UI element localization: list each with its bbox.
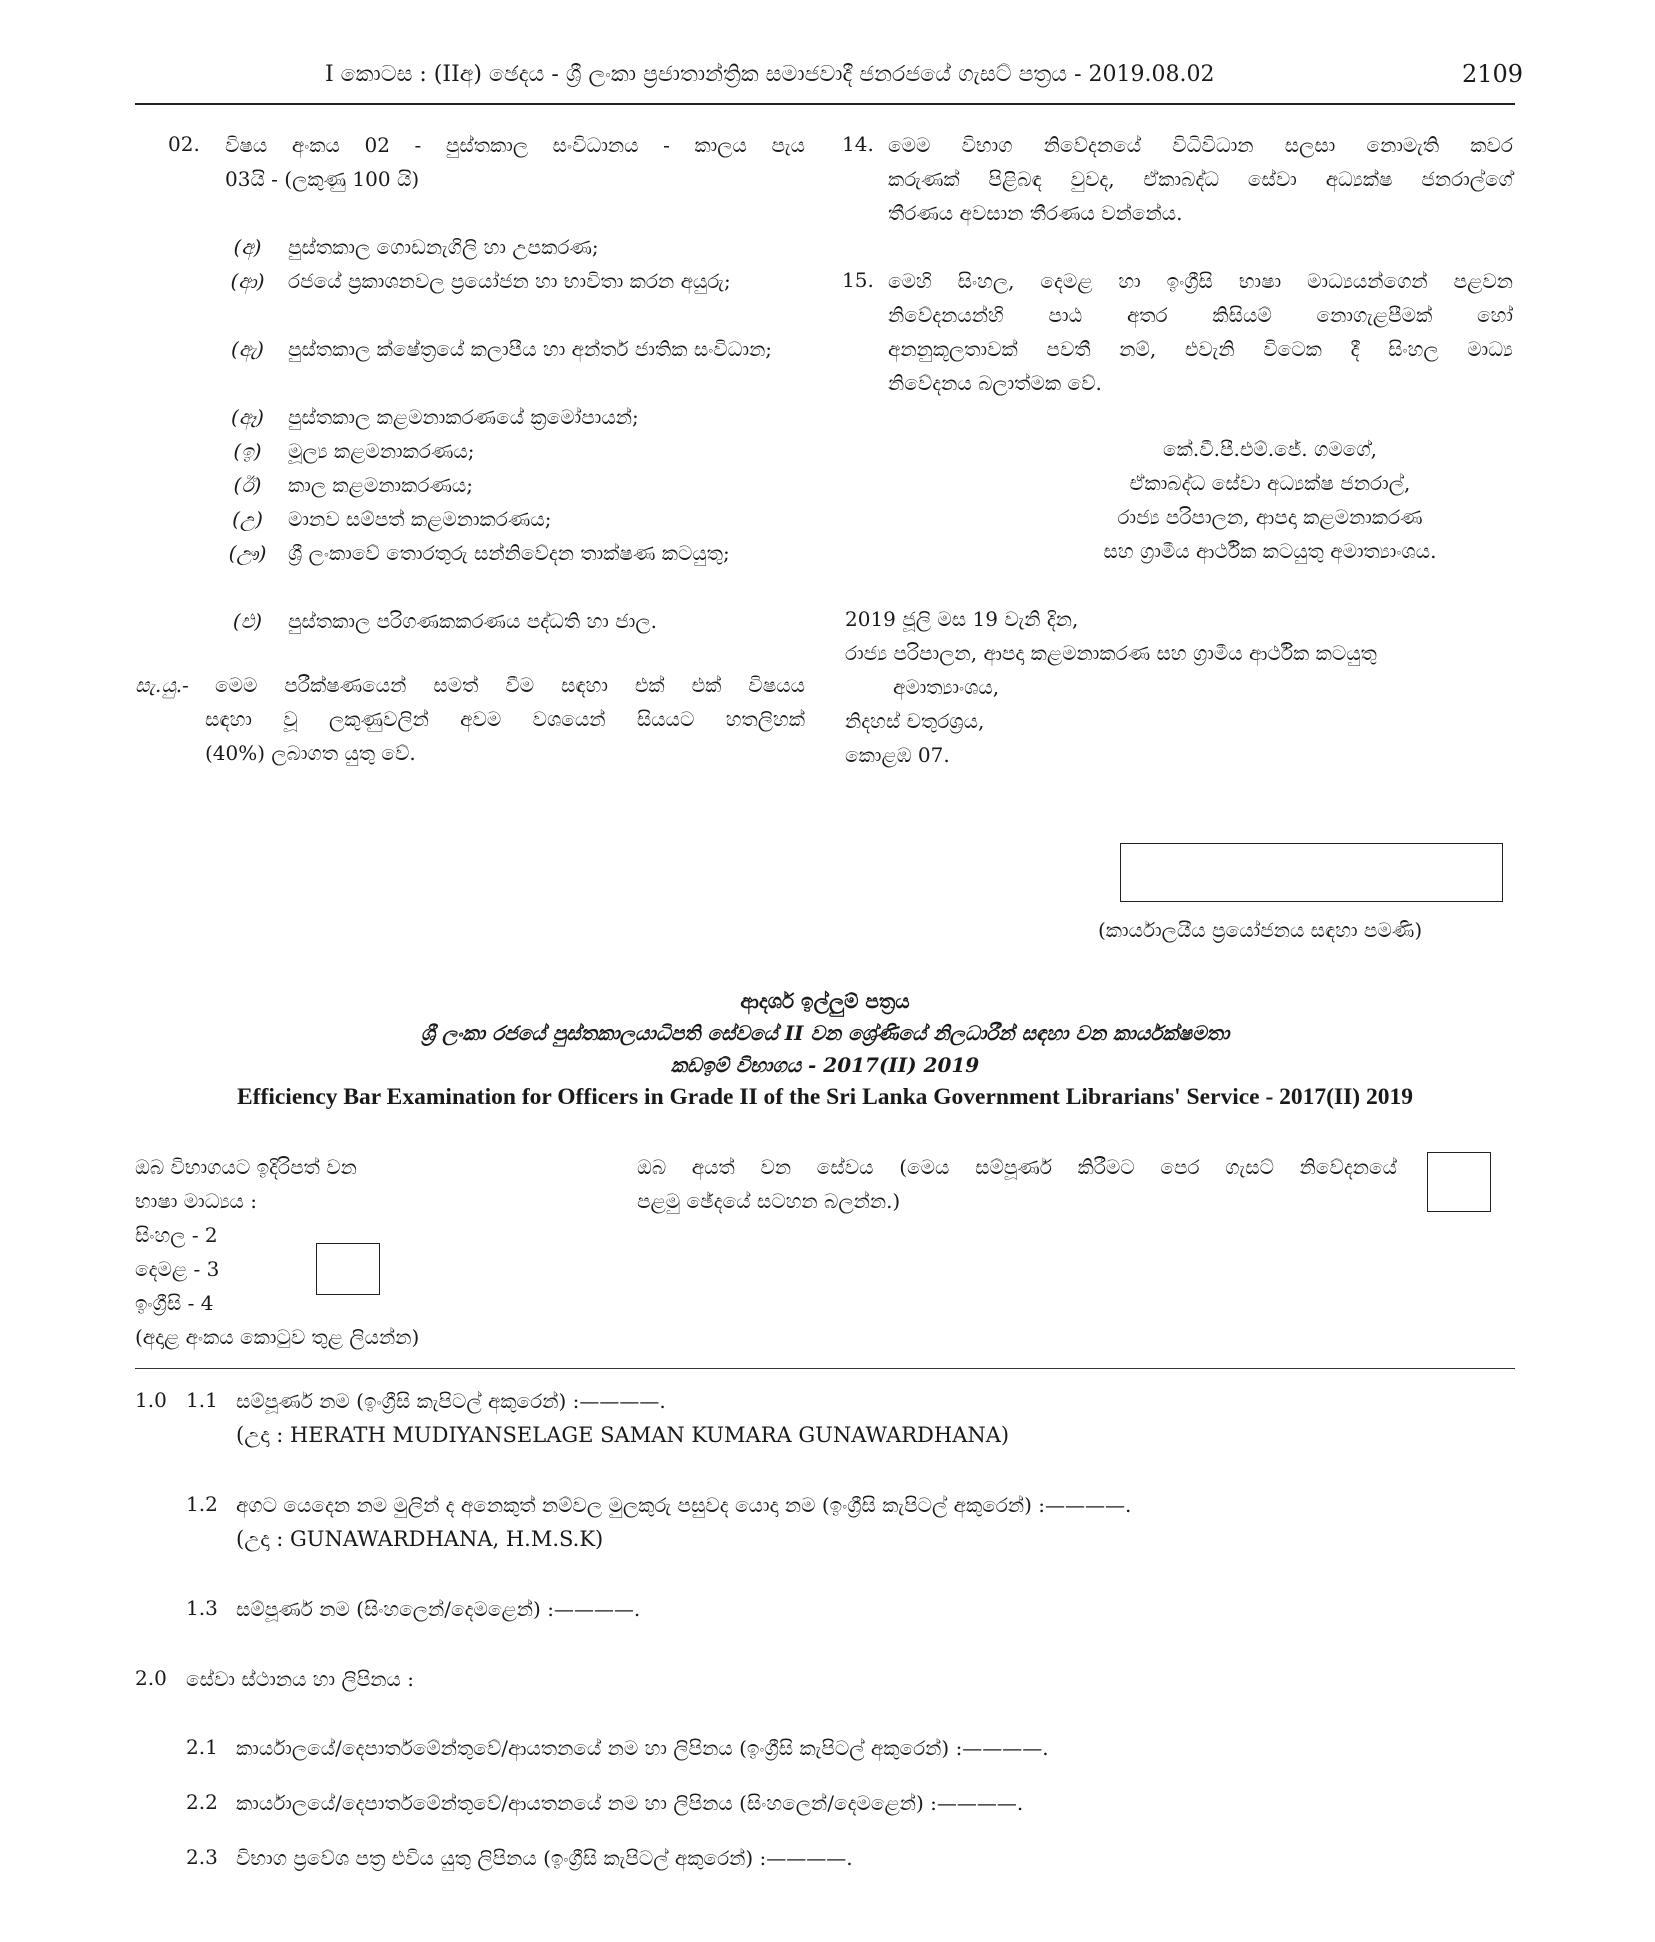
medium-option-english: ඉංග්‍රීසි - 4 — [135, 1291, 214, 1315]
service-line-2: පළමු ඡේදයේ සටහන බලන්න.) — [637, 1189, 901, 1213]
gazette-header-title: I කොටස : (IIඅ) ඡෙදය - ශ්‍රී ලංකා ප්‍රජාතාන්ත්‍රික සමාජවාදී ජනරජයේ ගැසට් පත්‍රය - 2019.08.02 — [325, 62, 1215, 87]
list-item-text: පුස්තකාල ක්ෂේත්‍රයේ කලාපීය හා අන්තර් ජාතික සංවිධාන; — [288, 337, 773, 361]
signatory-name: කේ.වී.පී.එම්.ජේ. ගමගේ, — [1163, 437, 1377, 461]
question-2-1-number: 2.1 — [186, 1735, 218, 1759]
ministry-line-2: අමාත්‍යාංශය, — [893, 675, 1000, 699]
list-item-text: කාල කළමනාකරණය; — [288, 473, 474, 497]
question-2-1-text: කාර්යාලයේ/දෙපාර්තමේන්තුවේ/ආයතනයේ නම හා ලිපිනය (ඉංග්‍රීසි කැපිටල් අකුරෙන්) :————. — [236, 1736, 1049, 1760]
list-item — [220, 400, 805, 434]
paragraph-15-line-4: නිවේදනය බලාත්මක වේ. — [888, 371, 1102, 395]
header-rule — [135, 103, 1515, 105]
form-title-sinhala: ආදර්ශ ඉල්ලුම් පත්‍රය — [740, 989, 910, 1013]
list-item — [220, 536, 805, 570]
paragraph-14-line-1: මෙම විභාග නිවේදනයේ විධිවිධාන සලසා නොමැති කවර — [888, 133, 1513, 157]
question-1-1-text: සම්පූර්ණ නම (ඉංග්‍රීසි කැපිටල් අකුරෙන්) :————. — [236, 1389, 666, 1413]
list-item-label: (අ) — [233, 235, 262, 259]
medium-input-box[interactable] — [316, 1243, 380, 1295]
section-2-title: සේවා ස්ථානය හා ලිපිනය : — [186, 1667, 414, 1691]
section-divider — [135, 1368, 1515, 1369]
paragraph-15-line-1: මෙහි සිංහල, දෙමළ හා ඉංග්‍රීසි භාෂා මාධ්‍යයන්ගෙන් පළවන — [888, 269, 1513, 293]
list-item-label: (උ) — [232, 507, 263, 531]
date-line: 2019 ජූලි මස 19 වැනි දින, — [845, 607, 1079, 631]
paragraph-14-line-2: කරුණක් පිළිබඳ වුවද, ඒකාබද්ධ සේවා අධ්‍යක්ෂ ජනරාල්ගේ — [888, 167, 1513, 191]
question-1-1-example: (උදා : HERATH MUDIYANSELAGE SAMAN KUMARA GUNAWARDHANA) — [236, 1423, 1010, 1447]
signatory-title: ඒකාබද්ධ සේවා අධ්‍යක්ෂ ජනරාල්, — [1129, 471, 1411, 495]
question-1-2-example: (උදා : GUNAWARDHANA, H.M.S.K) — [236, 1527, 604, 1551]
medium-option-tamil: දෙමළ - 3 — [135, 1257, 220, 1281]
note-line-3: (40%) ලබාගත යුතු වේ. — [205, 741, 416, 765]
medium-option-sinhala: සිංහල - 2 — [135, 1223, 218, 1247]
list-item — [220, 264, 805, 298]
paragraph-14-number: 14. — [842, 132, 874, 156]
note-label: සැ.යු.- — [135, 673, 189, 697]
medium-instruction: (අදාළ අංකය කොටුව තුළ ලියන්න) — [135, 1325, 420, 1349]
signatory-ministry-line-1: රාජ්‍ය පරිපාලන, ආපදා කළමනාකරණ — [1117, 505, 1423, 529]
form-title-sinhala-line-3: කඩඉම් විභාගය - 2017(II) 2019 — [670, 1053, 980, 1077]
medium-label-2: භාෂා මාධ්‍යය : — [135, 1189, 257, 1213]
page-number: 2109 — [1462, 60, 1524, 88]
subject-number: 02. — [168, 132, 200, 156]
list-item-label: (එ) — [232, 609, 263, 633]
note-line-1: මෙම පරීක්ෂණයෙන් සමත් වීම සඳහා එක් එක් විෂයය — [215, 673, 805, 697]
signatory-ministry-line-2: සහ ග්‍රාමීය ආර්ථික කටයුතු අමාත්‍යාංශය. — [1103, 539, 1437, 563]
paragraph-15-line-2: නිවේදනයන්හි පාඨ අතර කිසියම් නොගැළපීමක් හෝ — [888, 303, 1513, 327]
note-line-2: සඳහා වූ ලකුණුවලින් අවම වශයෙන් සියයට හතලිහක් — [205, 707, 805, 731]
medium-label-1: ඔබ විභාගයට ඉදිරිපත් වන — [135, 1155, 357, 1179]
paragraph-14-line-3: තීරණය අවසාන තීරණය වන්නේය. — [888, 201, 1183, 225]
office-use-box[interactable] — [1120, 843, 1503, 902]
list-item-text: මානව සම්පත් කළමනාකරණය; — [288, 507, 552, 531]
paragraph-15-line-3: අනනුකූලතාවක් පවතී නම්, එවැනි විටෙක දී සිංහල මාධ්‍ය — [888, 337, 1513, 361]
form-title-english: Efficiency Bar Examination for Officers in Grade II of the Sri Lanka Government Librarians' Service - 2017(II) 2019 — [237, 1084, 1413, 1110]
subject-line-2: 03යි - (ලකුණු 100 යි) — [225, 167, 420, 191]
question-2-3-number: 2.3 — [186, 1845, 218, 1869]
list-item-label: (ඈ) — [231, 405, 264, 429]
list-item — [220, 332, 805, 366]
section-2-number: 2.0 — [135, 1666, 167, 1690]
list-item-label: (ඊ) — [233, 473, 262, 497]
section-1-number: 1.0 — [135, 1388, 167, 1412]
service-input-box[interactable] — [1427, 1152, 1491, 1212]
list-item-label: (ඉ) — [233, 439, 262, 463]
list-item-text: පුස්තකාල පරිගණකකරණය පද්ධති හා ජාල. — [288, 609, 657, 633]
subject-line-1: විෂය අංකය 02 - පුස්තකාල සංවිධානය - කාලය පැය — [225, 133, 805, 157]
list-item-text: මූල්‍ය කළමනාකරණය; — [288, 439, 475, 463]
question-1-2-number: 1.2 — [186, 1492, 218, 1516]
list-item-text: රජයේ ප්‍රකාශනවල ප්‍රයෝජන හා භාවිතා කරන අයුරු; — [288, 269, 731, 293]
question-1-2-text: අගට යෙදෙන නම මුලින් ද අනෙකුත් නම්වල මුලකුරු පසුවද යොදා නම (ඉංග්‍රීසි කැපිටල් අකුරෙන්) :————. — [236, 1493, 1132, 1517]
question-1-3-number: 1.3 — [186, 1596, 218, 1620]
list-item — [220, 468, 805, 502]
list-item — [220, 230, 805, 264]
list-item-text: පුස්තකාල කළමනාකරණයේ ක්‍රමෝපායන්; — [288, 405, 639, 429]
question-1-3-text: සම්පූර්ණ නම (සිංහලෙන්/දෙමළෙන්) :————. — [236, 1597, 641, 1621]
question-2-2-number: 2.2 — [186, 1790, 218, 1814]
service-line-1: ඔබ අයත් වන සේවය (මෙය සම්පූර්ණ කිරීමට පෙර ගැසට් නිවේදනයේ — [637, 1155, 1397, 1179]
list-item-label: (ඌ) — [228, 541, 267, 565]
address-line-1: නිදහස් චතුරශ්‍රය, — [845, 709, 985, 733]
question-1-1-number: 1.1 — [186, 1388, 218, 1412]
question-2-3-text: විභාග ප්‍රවේශ පත්‍ර එවිය යුතු ලිපිනය (ඉංග්‍රීසි කැපිටල් අකුරෙන්) :————. — [236, 1846, 853, 1870]
list-item — [220, 604, 805, 638]
list-item-text: පුස්තකාල ගොඩනැගිලි හා උපකරණ; — [288, 235, 599, 259]
list-item-label: (ආ) — [230, 269, 265, 293]
paragraph-15-number: 15. — [842, 268, 874, 292]
list-item — [220, 502, 805, 536]
form-title-sinhala-line-2: ශ්‍රී ලංකා රජයේ පුස්තකාලයාධිපති සේවයේ II වන ශ්‍රේණියේ නිලධාරීන් සඳහා වන කාර්යක්ෂමතා — [420, 1021, 1230, 1045]
ministry-line-1: රාජ්‍ය පරිපාලන, ආපදා කළමනාකරණ සහ ග්‍රාමීය ආර්ථික කටයුතු — [845, 641, 1377, 665]
office-use-label: (කාර්යාලයීය ප්‍රයෝජනය සඳහා පමණි) — [1098, 918, 1423, 942]
address-line-2: කොළඹ 07. — [845, 743, 950, 767]
list-item — [220, 434, 805, 468]
list-item-label: (ඇ) — [231, 337, 264, 361]
list-item-text: ශ්‍රී ලංකාවේ තොරතුරු සන්නිවේදන තාක්ෂණ කටයුතු; — [288, 541, 730, 565]
question-2-2-text: කාර්යාලයේ/දෙපාර්තමේන්තුවේ/ආයතනයේ නම හා ලිපිනය (සිංහලෙන්/දෙමළෙන්) :————. — [236, 1791, 1024, 1815]
